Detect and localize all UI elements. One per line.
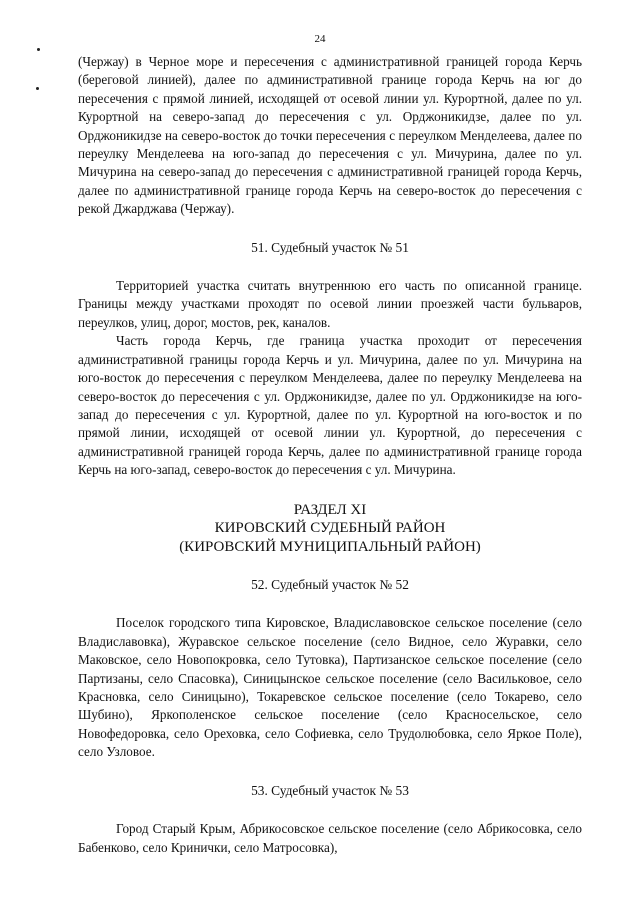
paragraph-court-52-area: Поселок городского типа Кировское, Владиславовское сельское поселение (село Владиславовка), Журавское сельское поселение (село Видное, село Журавки, село Маковское, село Новопокровка, село Тутовка), Партизанское сельское поселение (село Партизаны, село Спасовка), Синицынское сельское поселение (село Васильковое, село Красновка, село Синицыно), Токаревское сельское поселение (село Токарево, село Шубино), Яркополенское сельское поселение (село Красносельское, село Новофедоровка, село Ореховка, село Софиевка, село Трудолюбовка, село Яркое Поле), село Узловое. [78, 615, 582, 760]
page-number: 24 [314, 33, 326, 45]
paragraph-court-51-boundary: Часть города Керчь, где граница участка проходит от пересечения административной границы города Керчь и ул. Мичурина, далее по ул. Мичурина на юго-восток до пересечения с переулком Менделеева, далее по переулку Менделеева на северо-восток до пересечения с ул. Орджоникидзе, далее по ул. Орджоникидзе на юго-запад до пересечения с ул. Курортной, далее по ул. Курортной на юго-восток и по прямой линии, исходящей от осевой линии ул. Курортной, до пересечения с административной границей города Керчь, далее по административной границе города Керчь на юго-запад, северо-восток до пересечения с ул. Мичурина. [78, 333, 582, 478]
paragraph-territory-rule: Территорией участка считать внутреннюю его часть по описанной границе. Границы между участками проходят по осевой линии проезжей части бульваров, переулков, улиц, дорог, мостов, рек, каналов. [78, 278, 582, 330]
heading-court-53: 53. Судебный участок № 53 [251, 782, 409, 798]
scan-mark [36, 87, 39, 90]
heading-court-52: 52. Судебный участок № 52 [251, 577, 409, 593]
paragraph-continuation: (Чержау) в Черное море и пересечения с административной границей города Керчь (береговой линией), далее по административной границе города Керчь на юг до пересечения с прямой линией, исходящей от осевой линии ул. Курортной, далее по ул. Курортной на северо-запад до пересечения с ул. Орджоникидзе, далее по ул. Орджоникидзе на северо-восток до точки пересечения с переулком Менделеева, далее по переулку Менделеева на юго-запад до пересечения с ул. Мичурина, далее по ул. Мичурина на северо-запад до пересечения с административной границей города Керчь, далее по административной границе города Керчь на северо-восток до пересечения с рекой Джарджава (Чержау). [78, 54, 582, 217]
section-district-name: КИРОВСКИЙ СУДЕБНЫЙ РАЙОН [214, 520, 446, 537]
paragraph-court-53-area: Город Старый Крым, Абрикосовское сельское поселение (село Абрикосовка, село Бабенково, село Кринички, село Матросовка), [78, 821, 582, 855]
section-municipal-name: (КИРОВСКИЙ МУНИЦИПАЛЬНЫЙ РАЙОН) [179, 538, 481, 555]
document-body [78, 53, 582, 857]
section-label: РАЗДЕЛ XI [293, 501, 367, 518]
scan-mark [37, 48, 40, 51]
heading-court-51: 51. Судебный участок № 51 [251, 239, 409, 255]
